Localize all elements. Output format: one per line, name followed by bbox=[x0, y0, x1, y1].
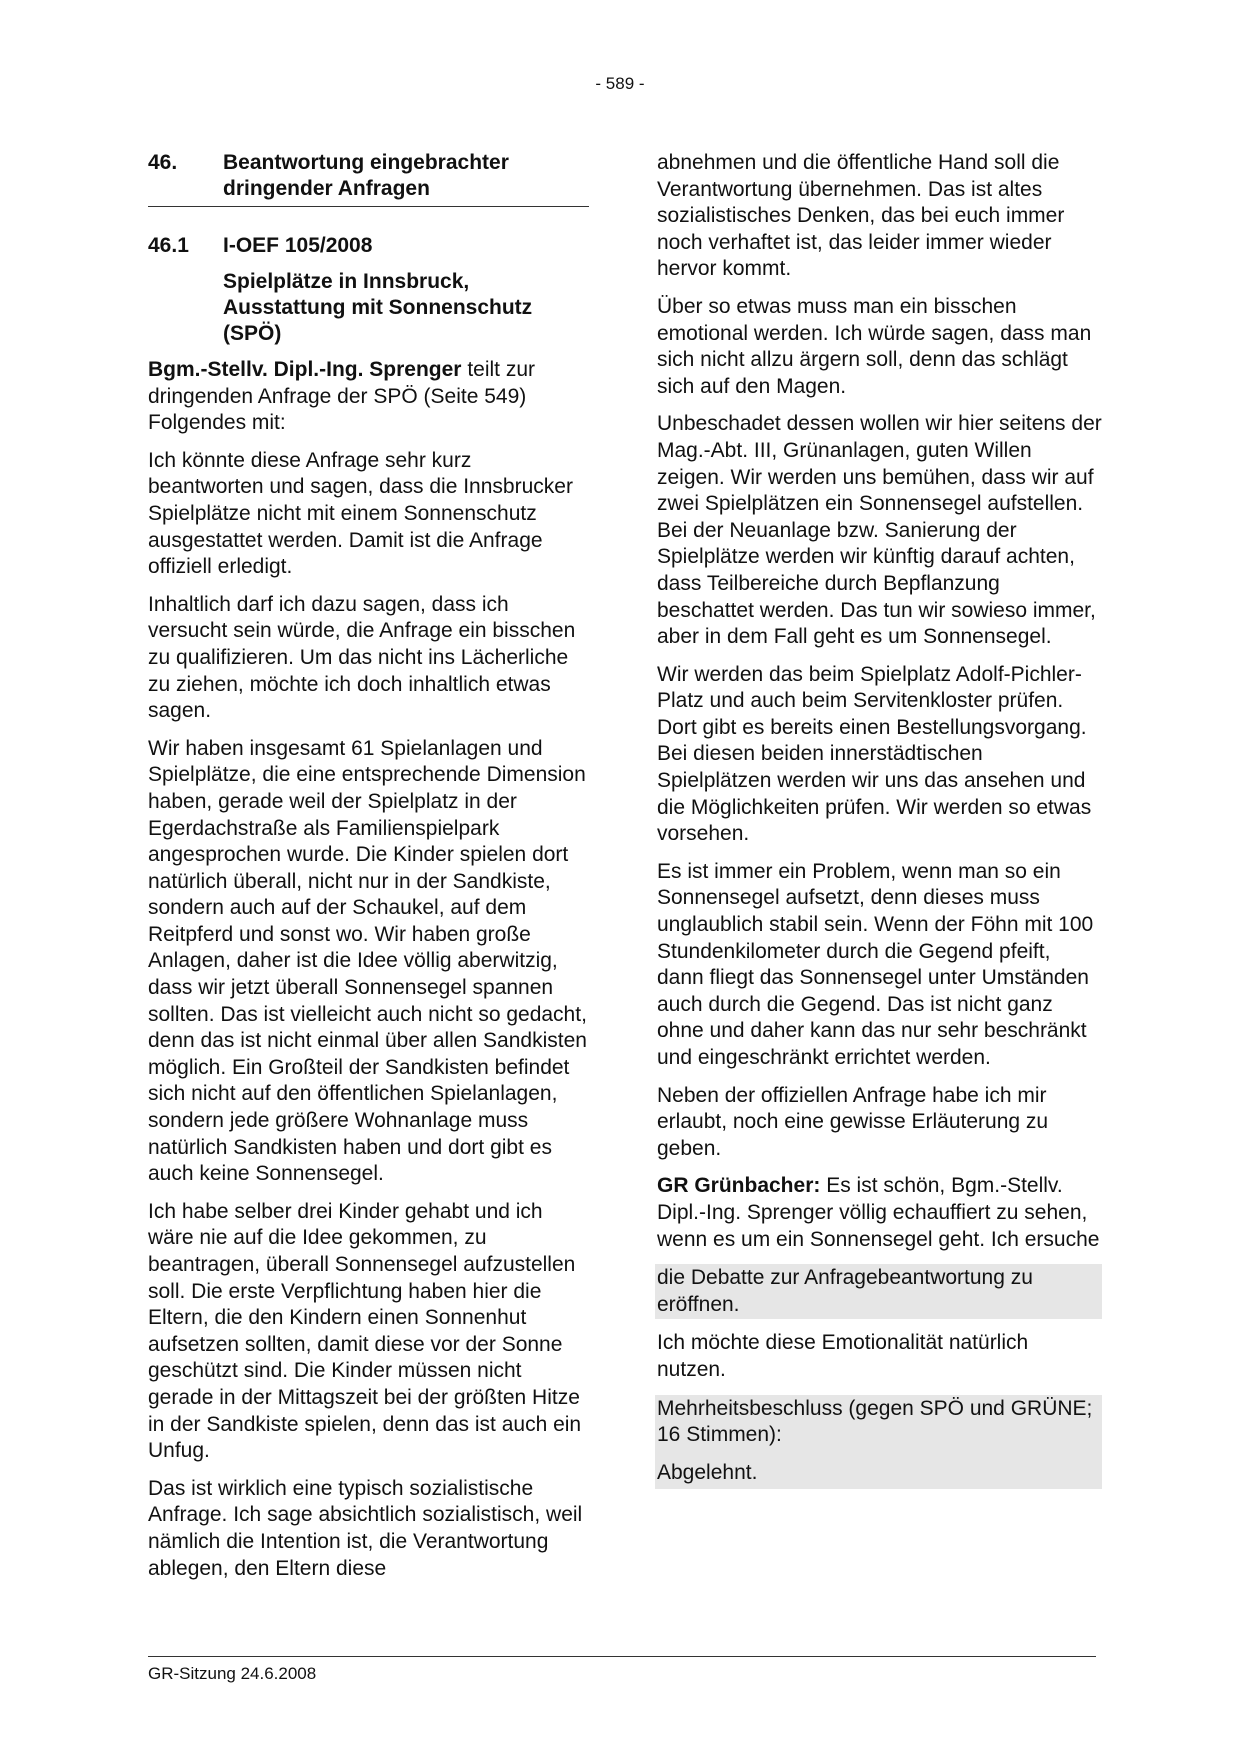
footer-text: GR-Sitzung 24.6.2008 bbox=[148, 1664, 317, 1683]
footer-divider bbox=[148, 1656, 1096, 1657]
body-paragraph: Wir werden das beim Spielplatz Adolf-Pichler-Platz und auch beim Servitenkloster prüfen. Dort gibt es bereits einen Bestellungsvorgang. Bei diesen beiden innerstädtischen Spielplätzen werden wir uns das ansehen und die Möglichkeiten prüfen. Wir werden so etwas vorsehen. bbox=[657, 662, 1092, 846]
body-paragraph: Wir haben insgesamt 61 Spielanlagen und Spielplätze, die eine entsprechende Dimension haben, gerade weil der Spielplatz in der Egerdachstraße als Familienspielpark angesprochen wurde. Die Kinder spielen dort natürlich überall, nicht nur in der Sandkiste, sondern auch auf der Schaukel, auf dem Reitpferd und sonst wo. Wir haben große Anlagen, daher ist die Idee völlig aberwitzig, dass wir jetzt überall Sonnensegel spannen sollten. Das ist vielleicht auch nicht so gedacht, denn das ist nicht einmal über allen Sandkisten möglich. Ein Großteil der Sandkisten befindet sich nicht auf den öffentlichen Spielanlagen, sondern jede größere Wohnanlage muss natürlich Sandkisten haben und dort gibt es auch keine Sonnensegel. bbox=[148, 736, 587, 1186]
left-column bbox=[148, 150, 590, 1593]
vote-text: Mehrheitsbeschluss (gegen SPÖ und GRÜNE; 16 Stimmen): bbox=[657, 1396, 1093, 1447]
body-paragraph: Das ist wirklich eine typisch sozialistische Anfrage. Ich sage absichtlich sozialistisch, weil nämlich die Intention ist, die Verantwortung ablegen, den Eltern diese bbox=[148, 1476, 583, 1580]
section-heading bbox=[148, 150, 589, 207]
gr-text: Es ist schön, Bgm.-Stellv. Dipl.-Ing. Sprenger völlig echauffiert zu sehen, wenn es um ein Sonnensegel geht. Ich ersuche bbox=[657, 1174, 1100, 1251]
result-text: Abgelehnt. bbox=[657, 1460, 758, 1484]
body-paragraph: Neben der offiziellen Anfrage habe ich mir erlaubt, noch eine gewisse Erläuterung zu geben. bbox=[657, 1083, 1049, 1160]
body-paragraph: Ich habe selber drei Kinder gehabt und ich wäre nie auf die Idee gekommen, zu beantragen, überall Sonnensegel aufzustellen soll. Die erste Verpflichtung haben hier die Eltern, die den Kindern einen Sonnenhut aufsetzen sollten, damit diese vor der Sonne geschützt sind. Die Kinder müssen nicht gerade in der Mittagszeit bei der größten Hitze in der Sandkiste spielen, denn das ist auch ein Unfug. bbox=[148, 1199, 582, 1463]
body-paragraph: Es ist immer ein Problem, wenn man so ein Sonnensegel aufsetzt, denn dieses muss unglaublich stabil sein. Wenn der Föhn mit 100 Stundenkilometer durch die Gegend pfeift, dann fliegt das Sonnensegel unter Umständen auch durch die Gegend. Das ist nicht ganz ohne und daher kann das nur sehr beschränkt und eingeschränkt errichtet werden. bbox=[657, 859, 1094, 1069]
emotion-paragraph: Ich möchte diese Emotionalität natürlich nutzen. bbox=[657, 1331, 1029, 1381]
speaker-gruenbacher: GR Grünbacher: bbox=[657, 1174, 821, 1198]
section-number: 46. bbox=[148, 151, 178, 174]
subsection-title: Spielplätze in Innsbruck, Ausstattung mit Sonnenschutz (SPÖ) bbox=[223, 270, 533, 345]
body-paragraph: Inhaltlich darf ich dazu sagen, dass ich versucht sein würde, die Anfrage ein bisschen zu qualifizieren. Um das nicht ins Lächerliche zu ziehen, möchte ich doch inhaltlich etwas sagen. bbox=[148, 592, 576, 723]
intro-text: teilt zur dringenden Anfrage der SPÖ (Seite 549) Folgendes mit: bbox=[148, 358, 536, 435]
subsection-number: 46.1 bbox=[148, 234, 189, 257]
right-column bbox=[657, 150, 1102, 1489]
intro-paragraph bbox=[148, 357, 590, 437]
body-paragraph: abnehmen und die öffentliche Hand soll die Verantwortung übernehmen. Das ist altes sozialistisches Denken, das bei euch immer noch verhaftet ist, das leider immer wieder hervor kommt. bbox=[657, 151, 1065, 281]
section-title: Beantwortung eingebrachter dringender Anfragen bbox=[223, 151, 509, 200]
vote-result-block bbox=[655, 1395, 1102, 1490]
gr-paragraph bbox=[657, 1173, 1102, 1253]
speaker-sprenger: Bgm.-Stellv. Dipl.-Ing. Sprenger bbox=[148, 358, 462, 381]
subsection-code: I-OEF 105/2008 bbox=[223, 234, 373, 257]
motion-text: die Debatte zur Anfragebeantwortung zu eröffnen. bbox=[655, 1264, 1102, 1319]
page-number: - 589 - bbox=[595, 74, 645, 93]
subsection-heading bbox=[148, 233, 590, 259]
body-paragraph: Ich könnte diese Anfrage sehr kurz beantworten und sagen, dass die Innsbrucker Spielplätze nicht mit einem Sonnenschutz ausgestattet werden. Damit ist die Anfrage offiziell erledigt. bbox=[148, 448, 573, 579]
body-paragraph: Unbeschadet dessen wollen wir hier seitens der Mag.-Abt. III, Grünanlagen, guten Willen zeigen. Wir werden uns bemühen, dass wir auf zwei Spielplätzen ein Sonnensegel aufstellen. Bei der Neuanlage bzw. Sanierung der Spielplätze werden wir künftig darauf achten, dass Teilbereiche durch Bepflanzung beschattet werden. Das tun wir sowieso immer, aber in dem Fall geht es um Sonnensegel. bbox=[657, 412, 1102, 649]
body-paragraph: Über so etwas muss man ein bisschen emotional werden. Ich würde sagen, dass man sich nicht allzu ärgern soll, denn das schlägt sich auf den Magen. bbox=[657, 294, 1092, 398]
